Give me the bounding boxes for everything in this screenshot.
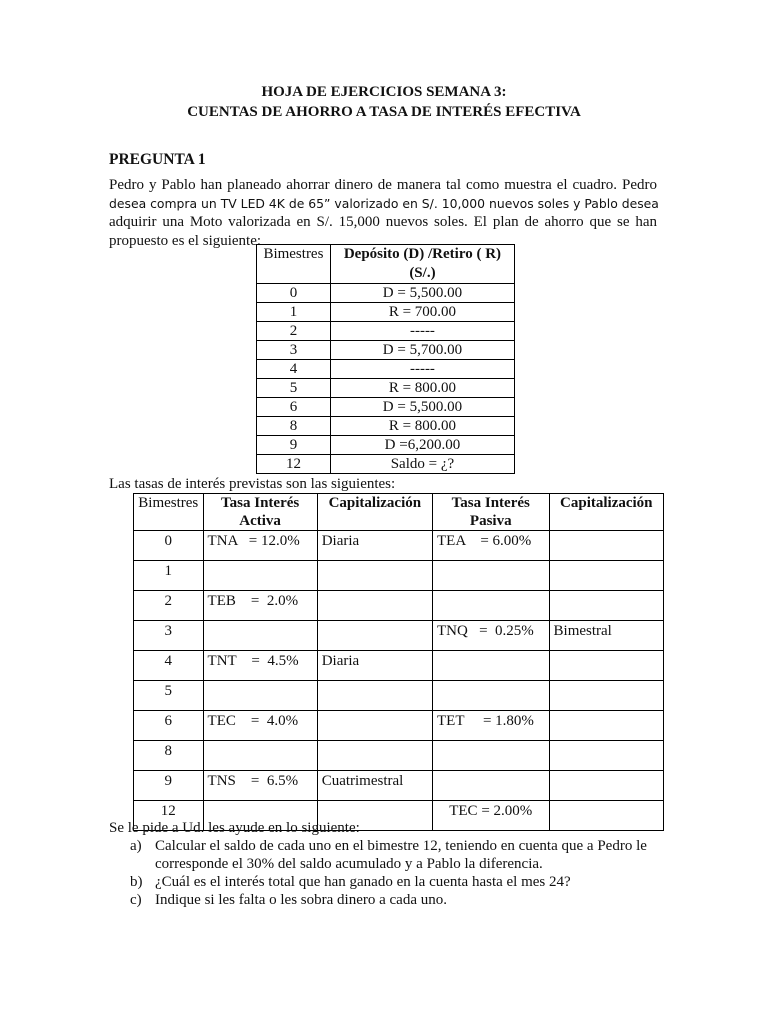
passive-capitalization-cell: [549, 681, 663, 711]
bimestre-cell: 2: [134, 591, 204, 621]
savings-plan-table: [256, 244, 515, 474]
bimestre-cell: 5: [257, 379, 331, 398]
bimestre-cell: 12: [257, 455, 331, 474]
active-rate-cell: [203, 621, 317, 651]
bimestre-cell: 9: [257, 436, 331, 455]
table-row: [257, 341, 515, 360]
column-header-tasa-activa: [203, 494, 317, 531]
active-capitalization-cell: [317, 561, 432, 591]
list-item: [130, 873, 670, 891]
passive-capitalization-cell: Bimestral: [549, 621, 663, 651]
active-rate-cell: TNS = 6.5%: [203, 771, 317, 801]
table-row: [257, 303, 515, 322]
table-row: [257, 360, 515, 379]
list-item-line: corresponde el 30% del saldo acumulado y a Pablo la diferencia.: [155, 856, 543, 872]
question-heading: PREGUNTA 1: [109, 151, 206, 168]
instructions-list: [130, 837, 670, 909]
paragraph-line: adquirir una Moto valorizada en S/. 15,000 nuevos soles. El plan de ahorro que se han: [109, 214, 657, 230]
paragraph-line: desea compra un TV LED 4K de 65” valorizado en S/. 10,000 nuevos soles y Pablo desea: [109, 195, 659, 211]
table-row: [134, 591, 664, 621]
active-capitalization-cell: Cuatrimestral: [317, 771, 432, 801]
passive-capitalization-cell: [549, 561, 663, 591]
passive-rate-cell: [433, 771, 550, 801]
active-capitalization-cell: [317, 621, 432, 651]
instructions-intro: Se le pide a Ud. les ayude en lo siguiente:: [109, 820, 360, 836]
header-line: Activa: [239, 513, 281, 529]
movement-cell: D = 5,500.00: [330, 398, 514, 417]
active-capitalization-cell: Diaria: [317, 531, 432, 561]
bimestre-cell: 6: [257, 398, 331, 417]
table-row: [134, 741, 664, 771]
table-row: [134, 531, 664, 561]
list-item-text: [155, 837, 670, 873]
active-capitalization-cell: [317, 681, 432, 711]
header-line: Pasiva: [469, 513, 512, 529]
passive-rate-cell: [433, 651, 550, 681]
table-row: [257, 284, 515, 303]
table-row: [257, 417, 515, 436]
column-header-bimestres: Bimestres: [134, 494, 204, 531]
passive-rate-cell: [433, 591, 550, 621]
movement-cell: D = 5,500.00: [330, 284, 514, 303]
bimestre-cell: 9: [134, 771, 204, 801]
bimestre-cell: 2: [257, 322, 331, 341]
passive-rate-cell: TEA = 6.00%: [433, 531, 550, 561]
bimestre-cell: 3: [134, 621, 204, 651]
passive-capitalization-cell: [549, 801, 663, 831]
interest-rates-table: [133, 493, 664, 831]
header-line: Depósito (D) /Retiro ( R): [343, 246, 502, 262]
active-capitalization-cell: [317, 711, 432, 741]
passive-capitalization-cell: [549, 591, 663, 621]
table-row: [257, 398, 515, 417]
bimestre-cell: 4: [134, 651, 204, 681]
list-item-label: c): [130, 892, 142, 908]
passive-rate-cell: TNQ = 0.25%: [433, 621, 550, 651]
table-row: [134, 621, 664, 651]
bimestre-cell: 0: [257, 284, 331, 303]
passive-rate-cell: TEC = 2.00%: [433, 801, 550, 831]
passive-capitalization-cell: [549, 711, 663, 741]
bimestre-cell: 12: [134, 801, 204, 831]
table-row: [257, 379, 515, 398]
list-item-text: [155, 891, 670, 909]
list-item: [130, 837, 670, 873]
column-header-capitalizacion-activa: Capitalización: [317, 494, 432, 531]
active-rate-cell: [203, 681, 317, 711]
table-row: [257, 322, 515, 341]
document-title-line2: CUENTAS DE AHORRO A TASA DE INTERÉS EFECTIVA: [187, 104, 581, 120]
active-rate-cell: TNT = 4.5%: [203, 651, 317, 681]
passive-capitalization-cell: [549, 771, 663, 801]
column-header-deposito-retiro: [330, 245, 514, 284]
list-item-line: ¿Cuál es el interés total que han ganado en la cuenta hasta el mes 24?: [155, 874, 571, 890]
paragraph-line: Pedro y Pablo han planeado ahorrar dinero de manera tal como muestra el cuadro. Pedro: [109, 177, 657, 193]
table-row: [134, 561, 664, 591]
bimestre-cell: 1: [134, 561, 204, 591]
table-row: [134, 771, 664, 801]
passive-capitalization-cell: [549, 651, 663, 681]
active-rate-cell: TEC = 4.0%: [203, 711, 317, 741]
bimestre-cell: 0: [134, 531, 204, 561]
movement-cell: R = 800.00: [330, 417, 514, 436]
header-line: Tasa Interés: [451, 495, 530, 511]
list-item-line: Calcular el saldo de cada uno en el bimestre 12, teniendo en cuenta que a Pedro le: [155, 838, 647, 854]
movement-cell: D = 5,700.00: [330, 341, 514, 360]
movement-cell: -----: [330, 322, 514, 341]
list-item-label: a): [130, 838, 142, 854]
table-row: [257, 455, 515, 474]
table-row: [257, 436, 515, 455]
bimestre-cell: 3: [257, 341, 331, 360]
active-rate-cell: [203, 561, 317, 591]
passive-rate-cell: TET = 1.80%: [433, 711, 550, 741]
bimestre-cell: 5: [134, 681, 204, 711]
bimestre-cell: 6: [134, 711, 204, 741]
active-rate-cell: [203, 741, 317, 771]
movement-cell: R = 800.00: [330, 379, 514, 398]
movement-cell: D =6,200.00: [330, 436, 514, 455]
bimestre-cell: 4: [257, 360, 331, 379]
document-title-line1: HOJA DE EJERCICIOS SEMANA 3:: [261, 84, 507, 100]
column-header-tasa-pasiva: [433, 494, 550, 531]
table-row: [134, 651, 664, 681]
header-line: (S/.): [409, 265, 436, 281]
bimestre-cell: 8: [134, 741, 204, 771]
passive-rate-cell: [433, 741, 550, 771]
paragraph-line: propuesto es el siguiente:: [109, 232, 262, 249]
active-capitalization-cell: [317, 741, 432, 771]
column-header-capitalizacion-pasiva: Capitalización: [549, 494, 663, 531]
active-rate-cell: TNA = 12.0%: [203, 531, 317, 561]
column-header-bimestres: Bimestres: [257, 245, 331, 284]
movement-cell: R = 700.00: [330, 303, 514, 322]
bimestre-cell: 8: [257, 417, 331, 436]
header-line: Tasa Interés: [221, 495, 300, 511]
list-item-line: Indique si les falta o les sobra dinero a cada uno.: [155, 892, 447, 908]
table-row: [134, 711, 664, 741]
list-item-label: b): [130, 874, 143, 890]
bimestre-cell: 1: [257, 303, 331, 322]
list-item: [130, 891, 670, 909]
passive-capitalization-cell: [549, 741, 663, 771]
movement-cell: Saldo = ¿?: [330, 455, 514, 474]
passive-rate-cell: [433, 681, 550, 711]
question-paragraph: [109, 176, 657, 250]
list-item-text: [155, 873, 670, 891]
passive-rate-cell: [433, 561, 550, 591]
passive-capitalization-cell: [549, 531, 663, 561]
rates-intro: Las tasas de interés previstas son las siguientes:: [109, 476, 396, 492]
active-capitalization-cell: [317, 591, 432, 621]
active-capitalization-cell: Diaria: [317, 651, 432, 681]
table-row: [134, 681, 664, 711]
movement-cell: -----: [330, 360, 514, 379]
active-rate-cell: TEB = 2.0%: [203, 591, 317, 621]
